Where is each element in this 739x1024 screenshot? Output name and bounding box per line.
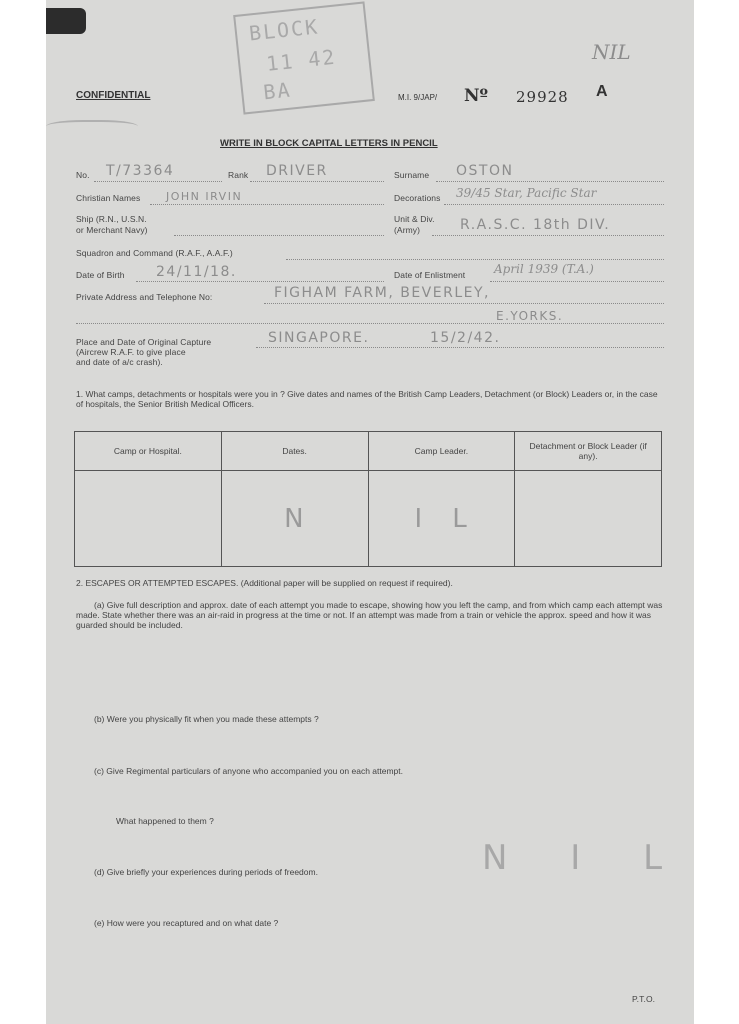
rank-value: DRIVER xyxy=(266,163,328,179)
capture-date-value: 15/2/42. xyxy=(430,330,501,346)
address-label: Private Address and Telephone No: xyxy=(76,292,213,302)
rank-label: Rank xyxy=(228,170,249,180)
dotted-line xyxy=(150,204,384,205)
table-header-row xyxy=(75,432,662,471)
column-header: Camp or Hospital. xyxy=(75,432,222,471)
dotted-line xyxy=(250,181,384,182)
stamp-line: BA xyxy=(262,77,293,105)
address-line-1: FIGHAM FARM, BEVERLEY, xyxy=(274,285,490,301)
pto-label: P.T.O. xyxy=(632,994,656,1004)
binder-clip xyxy=(46,8,86,34)
dotted-line xyxy=(432,235,664,236)
ship-label-sub: or Merchant Navy) xyxy=(76,225,148,235)
address-line-2: E.YORKS. xyxy=(496,309,564,323)
section2-question-c: (c) Give Regimental particulars of anyone who accompanied you on each attempt. xyxy=(94,766,403,776)
unit-value: R.A.S.C. 18th DIV. xyxy=(460,217,611,233)
service-no-value: T/73364 xyxy=(106,163,175,179)
top-nil-annotation: NIL xyxy=(592,40,631,64)
section2-question-d: (d) Give briefly your experiences during periods of freedom. xyxy=(94,867,318,877)
dotted-line xyxy=(256,347,664,348)
table-cell xyxy=(368,471,515,567)
form-number: 29928 xyxy=(516,88,569,106)
christian-names-value: JOHN IRVIN xyxy=(166,190,243,203)
service-no-label: No. xyxy=(76,170,90,180)
table-cell xyxy=(221,471,368,567)
section2-question-c-followup: What happened to them ? xyxy=(116,816,214,826)
dotted-line xyxy=(264,303,664,304)
capture-label-sub: (Aircrew R.A.F. to give place xyxy=(76,347,186,357)
column-header: Detachment or Block Leader (if any). xyxy=(515,432,662,471)
ship-label: Ship (R.N., U.S.N. xyxy=(76,214,147,224)
nil-answer-letter: L xyxy=(452,503,469,534)
dob-label: Date of Birth xyxy=(76,270,125,280)
table-cell xyxy=(75,471,222,567)
unit-label-sub: (Army) xyxy=(394,225,421,235)
series-letter: A xyxy=(596,83,608,100)
dotted-line xyxy=(94,181,222,182)
squadron-label: Squadron and Command (R.A.F., A.A.F.) xyxy=(76,248,233,258)
section2-heading: 2. ESCAPES OR ATTEMPTED ESCAPES. (Additional paper will be supplied on request if required). xyxy=(76,578,453,588)
section1-question: 1. What camps, detachments or hospitals were you in ? Give dates and names of the British Camp Leaders, Detachment (or Block) Leaders or, in the case of hospitals, the Senior British Medical Officers. xyxy=(76,389,658,409)
form-reference: M.I. 9/JAP/ xyxy=(398,93,438,102)
dotted-line xyxy=(286,259,664,260)
decorations-label: Decorations xyxy=(394,193,441,203)
dotted-line xyxy=(444,204,664,205)
table-row xyxy=(75,471,662,567)
surname-label: Surname xyxy=(394,170,430,180)
instruction-heading: WRITE IN BLOCK CAPITAL LETTERS IN PENCIL xyxy=(220,138,438,149)
dotted-line xyxy=(136,281,384,282)
surname-value: OSTON xyxy=(456,163,514,179)
dotted-line xyxy=(490,281,664,282)
table-cell xyxy=(515,471,662,567)
nil-answer-letter: N xyxy=(284,503,306,534)
christian-names-label: Christian Names xyxy=(76,193,141,203)
dotted-line xyxy=(436,181,664,182)
stamp-line: 11 42 xyxy=(265,44,338,76)
capture-label-sub: and date of a/c crash). xyxy=(76,357,163,367)
capture-place-value: SINGAPORE. xyxy=(268,330,370,346)
section2-answer: N I L xyxy=(482,838,689,878)
enlistment-value: April 1939 (T.A.) xyxy=(494,262,594,276)
dob-value: 24/11/18. xyxy=(156,264,237,280)
section2-question-a: (a) Give full description and approx. date of each attempt you made to escape, showing how you left the camp, and from which camp each attempt was made. State whether there was an air-raid in progress at the time or not. If an attempt was made from a train or vehicle the approx. speed and how it was guarded should be included. xyxy=(76,600,663,630)
nil-answer-letter: I xyxy=(414,503,453,534)
punch-hole-mark xyxy=(46,120,138,136)
unit-label: Unit & Div. xyxy=(394,214,435,224)
confidential-label: CONFIDENTIAL xyxy=(76,90,151,101)
column-header: Camp Leader. xyxy=(368,432,515,471)
camps-table xyxy=(74,431,662,567)
section2-question-e: (e) How were you recaptured and on what date ? xyxy=(94,918,279,928)
number-prefix: Nº xyxy=(464,86,489,106)
capture-label: Place and Date of Original Capture xyxy=(76,337,212,347)
decorations-value: 39/45 Star, Pacific Star xyxy=(456,186,597,200)
block-stamp xyxy=(233,1,375,114)
section2-question-b: (b) Were you physically fit when you made these attempts ? xyxy=(94,714,319,724)
dotted-line xyxy=(76,323,664,324)
enlistment-label: Date of Enlistment xyxy=(394,270,466,280)
stamp-line: BLOCK xyxy=(247,14,321,46)
column-header: Dates. xyxy=(221,432,368,471)
dotted-line xyxy=(174,235,384,236)
